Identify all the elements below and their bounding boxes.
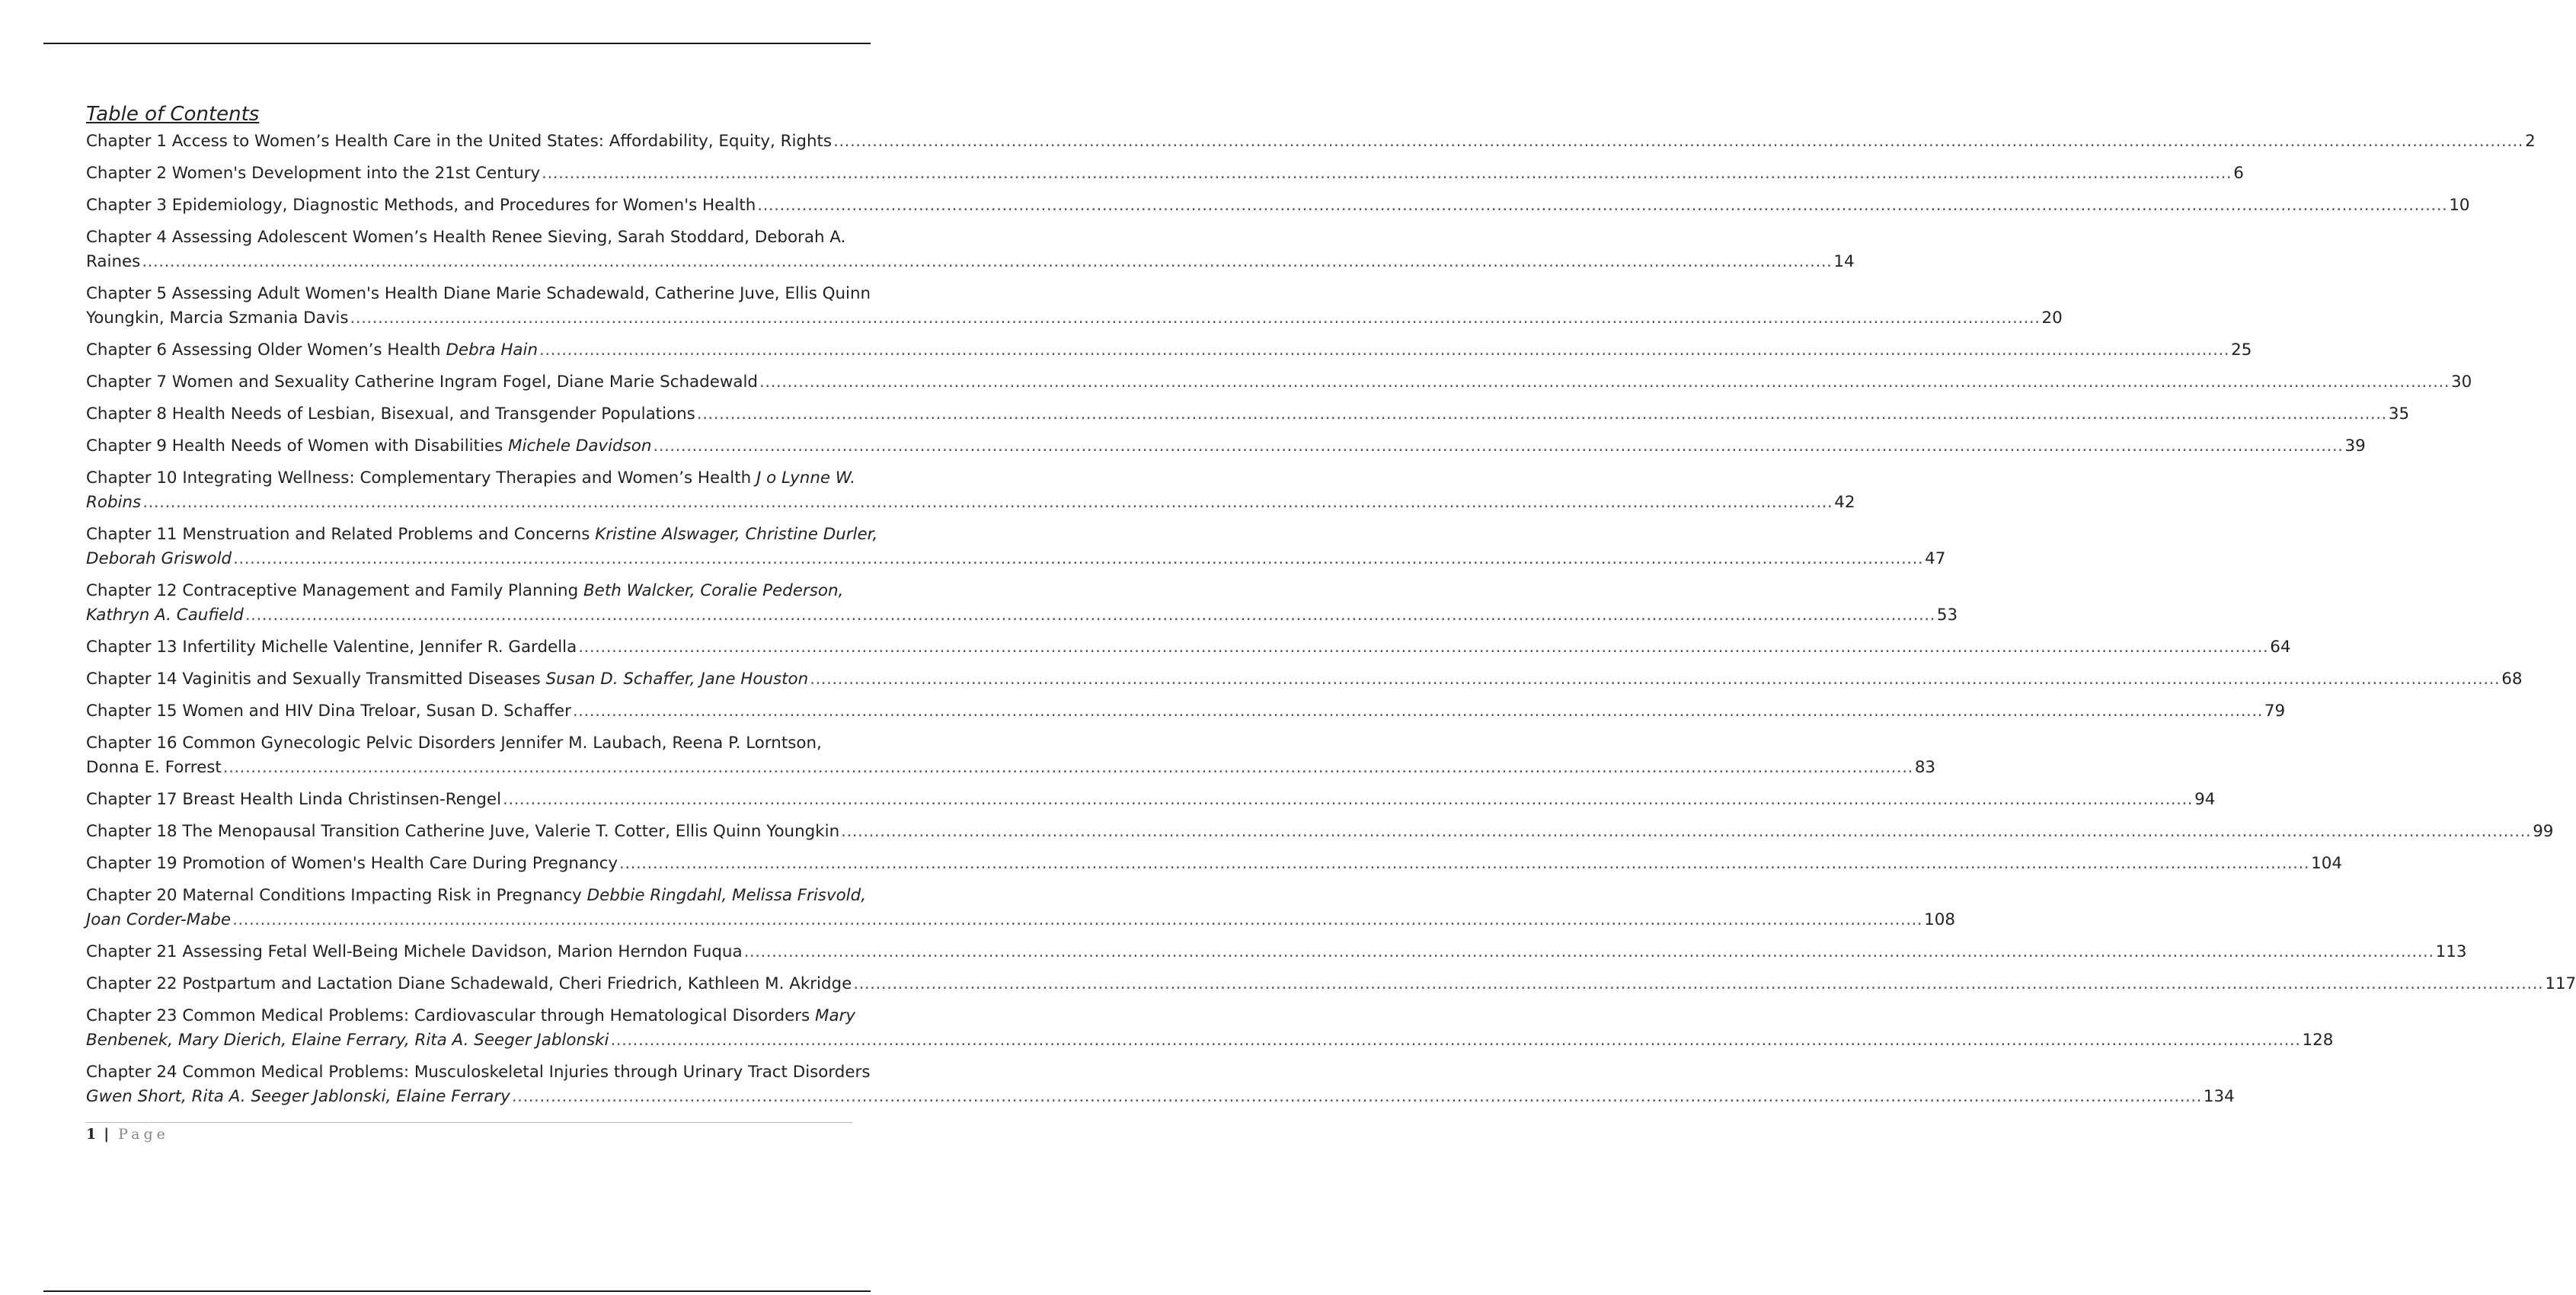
toc-entry-title: Chapter 24 Common Medical Problems: Musculoskeletal Injuries through Urinary Tract Disorders xyxy=(86,1063,871,1082)
toc-entry[interactable] xyxy=(86,466,1855,515)
bottom-rule xyxy=(43,1290,871,1292)
toc-entry[interactable] xyxy=(86,852,2342,876)
toc-entry-leader-line xyxy=(86,306,2063,331)
toc-entry[interactable] xyxy=(86,282,2063,331)
toc-entry-title: Chapter 18 The Menopausal Transition Catherine Juve, Valerie T. Cotter, Ellis Quinn Youngkin xyxy=(86,822,840,841)
toc-entry[interactable] xyxy=(86,1060,2235,1109)
toc-page-number: 134 xyxy=(2203,1087,2235,1106)
toc-entry-title: Chapter 2 Women's Development into the 21st Century xyxy=(86,164,541,183)
toc-entry-first-line xyxy=(86,884,867,908)
toc-page-number: 83 xyxy=(1914,758,1936,777)
toc-entry-leader-line xyxy=(86,667,2523,692)
dot-leader xyxy=(233,547,1923,571)
toc-entry[interactable] xyxy=(86,434,2366,459)
dot-leader xyxy=(759,370,2450,395)
toc-entry-title: Chapter 3 Epidemiology, Diagnostic Methods, and Procedures for Women's Health xyxy=(86,196,756,215)
toc-entry-leader-line xyxy=(86,193,2470,218)
toc-page-number: 47 xyxy=(1925,549,1946,568)
toc-page-number: 94 xyxy=(2194,790,2216,809)
dot-leader xyxy=(653,434,2343,459)
toc-entry-title: Chapter 5 Assessing Adult Women's Health Diane Marie Schadewald, Catherine Juve, Ellis Quinn xyxy=(86,284,871,303)
toc-entry-title: Chapter 16 Common Gynecologic Pelvic Disorders Jennifer M. Laubach, Reena P. Lorntson, xyxy=(86,734,822,753)
dot-leader xyxy=(350,306,2040,331)
toc-page-number: 53 xyxy=(1936,606,1958,625)
toc-page-number: 14 xyxy=(1833,252,1855,271)
toc-entry-authors: Beth Walcker, Coralie Pederson, xyxy=(583,581,844,600)
toc-entry[interactable] xyxy=(86,820,2554,844)
toc-entry-authors: Joan Corder-Mabe xyxy=(86,910,232,929)
toc-entry-authors: Deborah Griswold xyxy=(86,549,232,568)
toc-entry-leader-line xyxy=(86,491,1855,515)
toc-entry-text xyxy=(86,306,348,331)
dot-leader xyxy=(223,756,1913,780)
toc-entry-authors: Benbenek, Mary Dierich, Elaine Ferrary, Rita A. Seeger Jablonski xyxy=(86,1031,609,1050)
dot-leader xyxy=(744,940,2434,964)
toc-entry-authors: Debra Hain xyxy=(446,341,539,360)
toc-page-number: 68 xyxy=(2501,670,2523,689)
dot-leader xyxy=(757,193,2447,218)
toc-entry[interactable] xyxy=(86,788,2216,812)
toc-entry[interactable] xyxy=(86,579,1958,628)
toc-entry[interactable] xyxy=(86,972,2576,996)
toc-entry-title: Chapter 11 Menstruation and Related Problems and Concerns xyxy=(86,525,590,544)
toc-entry-continuation: Donna E. Forrest xyxy=(86,758,222,777)
toc-page-number: 39 xyxy=(2344,436,2366,456)
dot-leader xyxy=(833,130,2523,154)
toc-entry-first-line xyxy=(86,282,871,306)
toc-page-number: 108 xyxy=(1924,910,1955,929)
toc-entry-title: Chapter 20 Maternal Conditions Impacting Risk in Pregnancy xyxy=(86,886,582,905)
toc-entry-text xyxy=(86,940,743,964)
toc-entry-leader-line xyxy=(86,908,1955,932)
toc-entry[interactable] xyxy=(86,193,2470,218)
toc-page-number: 10 xyxy=(2449,196,2470,215)
top-rule xyxy=(43,43,871,44)
toc-entry-title: Chapter 1 Access to Women’s Health Care in the United States: Affordability, Equity, Rights xyxy=(86,132,833,151)
dot-leader xyxy=(610,1028,2300,1053)
toc-entry-leader-line xyxy=(86,161,2244,186)
dot-leader xyxy=(142,250,1832,274)
toc-page-number: 25 xyxy=(2231,341,2252,360)
toc-entry[interactable] xyxy=(86,130,2536,154)
toc-entry-first-line xyxy=(86,731,852,756)
toc-page-number: 99 xyxy=(2533,822,2554,841)
toc-entry[interactable] xyxy=(86,523,1946,571)
dot-leader xyxy=(841,820,2531,844)
toc-entry-text xyxy=(86,370,758,395)
toc-entry[interactable] xyxy=(86,225,1855,274)
toc-entry[interactable] xyxy=(86,635,2291,660)
toc-entry-leader-line xyxy=(86,788,2216,812)
toc-entry[interactable] xyxy=(86,338,2252,363)
footer-page-word: Page xyxy=(118,1126,169,1143)
toc-page-number: 6 xyxy=(2233,164,2244,183)
dot-leader xyxy=(232,908,1922,932)
toc-entry-text xyxy=(86,402,695,427)
toc-entry-text xyxy=(86,193,756,218)
toc-page-number: 113 xyxy=(2435,942,2467,961)
toc-entry-text xyxy=(86,699,571,724)
toc-entry-authors: J o Lynne W. xyxy=(756,468,856,488)
toc-entry-leader-line xyxy=(86,1085,2235,1109)
toc-entry-title: Chapter 7 Women and Sexuality Catherine Ingram Fogel, Diane Marie Schadewald xyxy=(86,373,758,392)
toc-entry-title: Chapter 6 Assessing Older Women’s Health xyxy=(86,341,441,360)
toc-entry-authors: Michele Davidson xyxy=(508,436,652,456)
toc-entry-leader-line xyxy=(86,370,2472,395)
toc-entry[interactable] xyxy=(86,1004,2334,1053)
toc-entry-first-line xyxy=(86,579,852,603)
toc-entry-text xyxy=(86,908,231,932)
toc-entry-leader-line xyxy=(86,699,2286,724)
toc-entry-text xyxy=(86,338,538,363)
toc-entry-leader-line xyxy=(86,1028,2334,1053)
footer-separator: | xyxy=(104,1126,110,1143)
toc-page-number: 20 xyxy=(2041,309,2063,328)
toc-entry-text xyxy=(86,820,839,844)
toc-entry-title: Chapter 23 Common Medical Problems: Cardiovascular through Hematological Disorders xyxy=(86,1006,810,1025)
page-number: 1 xyxy=(86,1126,97,1143)
toc-entry-title: Chapter 13 Infertility Michelle Valentine, Jennifer R. Gardella xyxy=(86,638,577,657)
dot-leader xyxy=(810,667,2500,692)
toc-entry-authors: Robins xyxy=(86,493,142,512)
toc-entry-continuation: Youngkin, Marcia Szmania Davis xyxy=(86,309,349,328)
toc-entry-continuation: Raines xyxy=(86,252,141,271)
toc-entry-text xyxy=(86,130,832,154)
toc-entry-text xyxy=(86,250,140,274)
toc-entry-text xyxy=(86,667,808,692)
toc-entry-authors: Debbie Ringdahl, Melissa Frisvold, xyxy=(586,886,867,905)
toc-page-number: 35 xyxy=(2388,404,2410,424)
toc-entry-leader-line xyxy=(86,603,1958,628)
dot-leader xyxy=(245,603,1935,628)
toc-entry-authors: Gwen Short, Rita A. Seeger Jablonski, Elaine Ferrary xyxy=(86,1087,510,1106)
page-footer xyxy=(86,1126,169,1143)
toc-entry-leader-line xyxy=(86,402,2410,427)
toc-entry-title: Chapter 10 Integrating Wellness: Complementary Therapies and Women’s Health xyxy=(86,468,752,488)
toc-entry-title: Chapter 17 Breast Health Linda Christinsen-Rengel xyxy=(86,790,502,809)
dot-leader xyxy=(697,402,2387,427)
toc-entry-first-line xyxy=(86,466,856,491)
toc-entry-text xyxy=(86,603,244,628)
toc-entry-text xyxy=(86,972,852,996)
toc-entry[interactable] xyxy=(86,402,2410,427)
toc-entry-title: Chapter 8 Health Needs of Lesbian, Bisexual, and Transgender Populations xyxy=(86,404,695,424)
toc-entry-first-line xyxy=(86,225,852,250)
toc-entry-text xyxy=(86,1028,609,1053)
toc-entry-title: Chapter 12 Contraceptive Management and Family Planning xyxy=(86,581,579,600)
toc-entry-title: Chapter 9 Health Needs of Women with Disabilities xyxy=(86,436,503,456)
toc-entry-authors: Kristine Alswager, Christine Durler, xyxy=(595,525,878,544)
toc-entry[interactable] xyxy=(86,370,2472,395)
toc-entry-title: Chapter 15 Women and HIV Dina Treloar, Susan D. Schaffer xyxy=(86,702,571,721)
toc-entry-title: Chapter 22 Postpartum and Lactation Diane Schadewald, Cheri Friedrich, Kathleen M. Akridge xyxy=(86,974,852,993)
toc-entry-leader-line xyxy=(86,338,2252,363)
toc-entry-text xyxy=(86,434,651,459)
dot-leader xyxy=(578,635,2268,660)
toc-entry-title: Chapter 19 Promotion of Women's Health Care During Pregnancy xyxy=(86,854,618,873)
toc-entry-leader-line xyxy=(86,250,1855,274)
toc-entry[interactable] xyxy=(86,667,2523,692)
footer-rule xyxy=(86,1122,852,1123)
toc-entry-text xyxy=(86,852,618,876)
toc-entry-first-line xyxy=(86,1060,871,1085)
toc-entry-leader-line xyxy=(86,820,2554,844)
dot-leader xyxy=(853,972,2543,996)
toc-entry-leader-line xyxy=(86,434,2366,459)
toc-entry-first-line xyxy=(86,1004,856,1028)
toc-entry-title: Chapter 4 Assessing Adolescent Women’s Health Renee Sieving, Sarah Stoddard, Deborah A. xyxy=(86,228,846,247)
dot-leader xyxy=(539,338,2229,363)
toc-entry-leader-line xyxy=(86,972,2576,996)
toc-entry[interactable] xyxy=(86,699,2286,724)
dot-leader xyxy=(142,491,1833,515)
toc-entry-authors: Mary xyxy=(815,1006,856,1025)
toc-entry-leader-line xyxy=(86,130,2536,154)
toc-entry-text xyxy=(86,547,232,571)
toc-entry[interactable] xyxy=(86,731,1936,780)
toc-page-number: 104 xyxy=(2311,854,2342,873)
toc-entry-text xyxy=(86,491,141,515)
toc-entries xyxy=(86,130,2576,1109)
toc-entry-leader-line xyxy=(86,940,2467,964)
toc-entry-text xyxy=(86,788,501,812)
toc-title[interactable]: Table of Contents xyxy=(86,103,260,126)
toc-entry-text xyxy=(86,161,540,186)
toc-entry[interactable] xyxy=(86,161,2244,186)
toc-entry[interactable] xyxy=(86,940,2467,964)
toc-entry-leader-line xyxy=(86,635,2291,660)
toc-entry-leader-line xyxy=(86,756,1936,780)
toc-entry-text xyxy=(86,635,577,660)
dot-leader xyxy=(542,161,2232,186)
toc-page-number: 128 xyxy=(2302,1031,2334,1050)
toc-entry[interactable] xyxy=(86,884,1955,932)
toc-entry-authors: Kathryn A. Caufield xyxy=(86,606,244,625)
toc-entry-title: Chapter 21 Assessing Fetal Well-Being Michele Davidson, Marion Herndon Fuqua xyxy=(86,942,743,961)
toc-page-number: 2 xyxy=(2525,132,2536,151)
table-of-contents xyxy=(86,102,2576,1117)
toc-page-number: 79 xyxy=(2264,702,2286,721)
toc-entry-title: Chapter 14 Vaginitis and Sexually Transmitted Diseases xyxy=(86,670,541,689)
toc-entry-first-line xyxy=(86,523,878,547)
toc-entry-leader-line xyxy=(86,547,1946,571)
toc-entry-text xyxy=(86,1085,510,1109)
toc-entry-authors: Susan D. Schaffer, Jane Houston xyxy=(545,670,809,689)
dot-leader xyxy=(512,1085,2202,1109)
toc-entry-text xyxy=(86,756,222,780)
dot-leader xyxy=(503,788,2193,812)
dot-leader xyxy=(573,699,2263,724)
toc-entry-leader-line xyxy=(86,852,2342,876)
dot-leader xyxy=(619,852,2309,876)
toc-page-number: 30 xyxy=(2451,373,2472,392)
toc-page-number: 42 xyxy=(1834,493,1855,512)
toc-page-number: 64 xyxy=(2270,638,2291,657)
toc-page-number: 117 xyxy=(2545,974,2576,993)
